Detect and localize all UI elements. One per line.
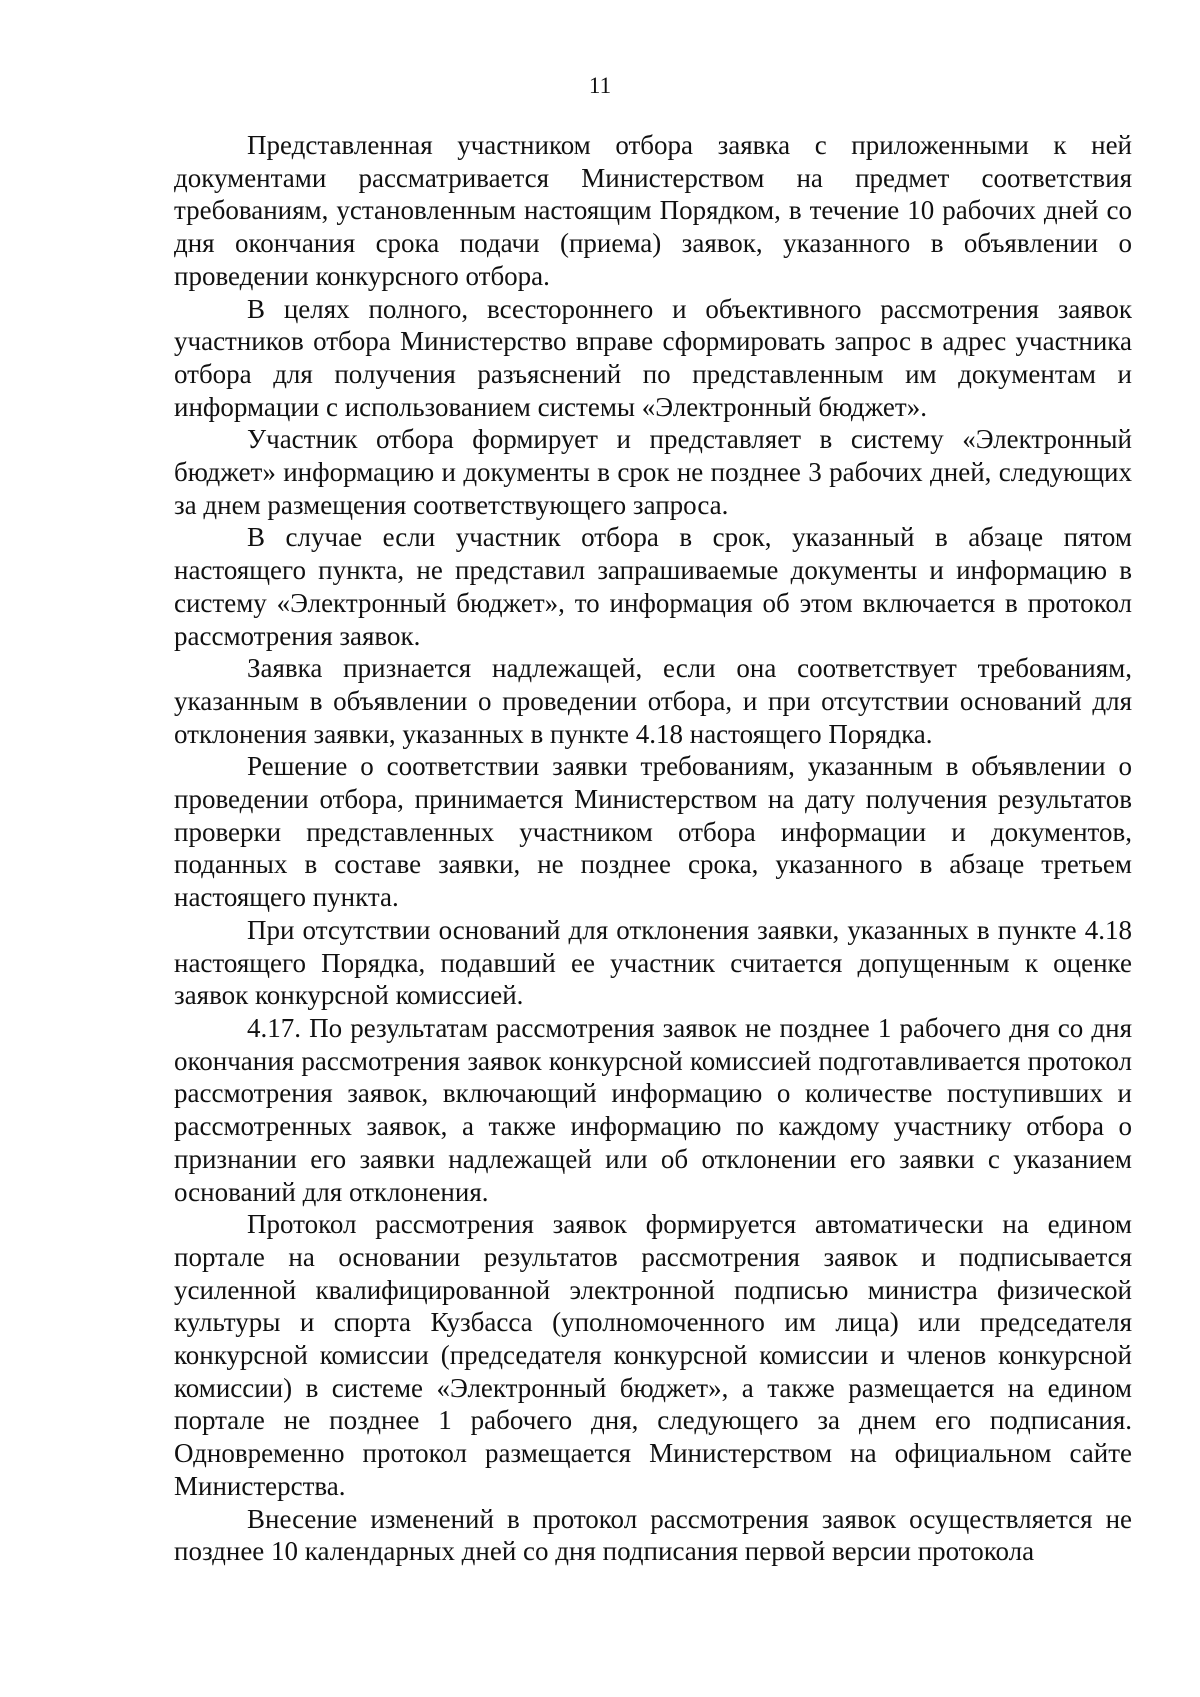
paragraph-8: 4.17. По результатам рассмотрения заявок не позднее 1 рабочего дня со дня окончания рассмотрения заявок конкурсной комиссией подготавливается протокол рассмотрения заявок, включающий информацию о количестве поступивших и рассмотренных заявок, а также информацию по каждому участнику отбора о признании его заявки надлежащей или об отклонении его заявки с указанием оснований для отклонения.: [174, 1012, 1132, 1207]
paragraph-1: Представленная участником отбора заявка с приложенными к ней документами рассматривается Министерством на предмет соответствия требованиям, установленным настоящим Порядком, в течение 10 рабочих дней со дня окончания срока подачи (приема) заявок, указанного в объявлении о проведении конкурсного отбора.: [174, 130, 1132, 291]
paragraph-9: Протокол рассмотрения заявок формируется автоматически на едином портале на основании результатов рассмотрения заявок и подписывается усиленной квалифицированной электронной подписью министра физической культуры и спорта Кузбасса (уполномоченного им лица) или председателя конкурсной комиссии (председателя конкурсной комиссии и членов конкурсной комиссии) в системе «Электронный бюджет», а также размещается на едином портале не позднее 1 рабочего дня, следующего за днем его подписания. Одновременно протокол размещается Министерством на официальном сайте Министерства.: [174, 1209, 1132, 1501]
document-body: [174, 129, 1132, 1568]
page-number: 11: [588, 73, 612, 98]
paragraph-10: Внесение изменений в протокол рассмотрения заявок осуществляется не позднее 10 календарных дней со дня подписания первой версии протокола: [174, 1503, 1132, 1567]
paragraph-4: В случае если участник отбора в срок, указанный в абзаце пятом настоящего пункта, не представил запрашиваемые документы и информацию в систему «Электронный бюджет», то информация об этом включается в протокол рассмотрения заявок.: [174, 522, 1132, 651]
paragraph-5: Заявка признается надлежащей, если она соответствует требованиям, указанным в объявлении о проведении отбора, и при отсутствии оснований для отклонения заявки, указанных в пункте 4.18 настоящего Порядка.: [174, 653, 1132, 749]
paragraph-7: При отсутствии оснований для отклонения заявки, указанных в пункте 4.18 настоящего Порядка, подавший ее участник считается допущенным к оценке заявок конкурсной комиссией.: [174, 914, 1132, 1011]
paragraph-3: Участник отбора формирует и представляет в систему «Электронный бюджет» информацию и документы в срок не позднее 3 рабочих дней, следующих за днем размещения соответствующего запроса.: [174, 424, 1132, 520]
paragraph-2: В целях полного, всестороннего и объективного рассмотрения заявок участников отбора Министерство вправе сформировать запрос в адрес участника отбора для получения разъяснений по представленным им документам и информации с использованием системы «Электронный бюджет».: [174, 293, 1132, 422]
paragraph-6: Решение о соответствии заявки требованиям, указанным в объявлении о проведении отбора, принимается Министерством на дату получения результатов проверки представленных участником отбора информации и документов, поданных в составе заявки, не позднее срока, указанного в абзаце третьем настоящего пункта.: [174, 751, 1132, 913]
